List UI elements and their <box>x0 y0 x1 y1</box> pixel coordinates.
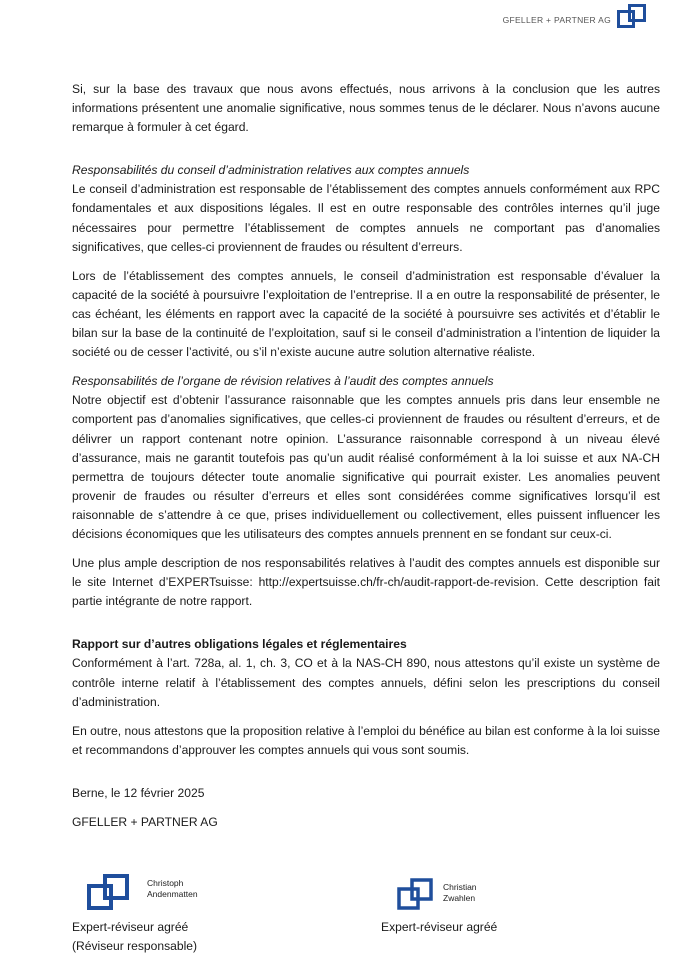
paragraph-internal-control: Conformément à l’art. 728a, al. 1, ch. 3, CO et à la NAS-CH 890, nous attestons qu’il existe un système de contrôle interne relatif à l’établissement des comptes annuels, défini selon les prescriptions du conseil d’administration. <box>72 656 660 709</box>
signer-last-name: Andenmatten <box>147 889 198 899</box>
signer-name <box>147 878 237 900</box>
gp-logo-icon <box>617 4 647 30</box>
firm-header-text: GFELLER + PARTNER AG <box>502 15 611 25</box>
signer-first-name: Christoph <box>147 878 184 888</box>
signer-role-note: (Réviseur responsable) <box>72 939 198 953</box>
place-date: Berne, le 12 février 2025 <box>72 785 205 800</box>
firm-signature-name: GFELLER + PARTNER AG <box>72 815 218 829</box>
gp-logo-icon <box>397 878 435 912</box>
signer-title: Expert-réviseur agréé <box>381 920 498 934</box>
paragraph-profit-appropriation: En outre, nous attestons que la proposition relative à l’emploi du bénéfice au bilan est conforme à la loi suisse et recommandons d’approuver les comptes annuels qui vous sont soumis. <box>72 723 660 757</box>
signer-role <box>72 918 197 956</box>
signer-title: Expert-réviseur agréé <box>72 920 189 934</box>
paragraph-board-responsibilities: Le conseil d’administration est responsable de l’établissement des comptes annuels conformément aux RPC fondamentales et aux dispositions légales. Il est en outre responsable des contrôles internes qu’il juge nécessaires pour permettre l’établissement de comptes annuels ne comportant pas d’anomalies significatives, que celles-ci proviennent de fraudes ou résultent d’erreurs. <box>72 182 660 254</box>
gp-logo-icon <box>87 874 131 912</box>
signer-first-name: Christian <box>443 882 477 892</box>
paragraph-going-concern: Lors de l’établissement des comptes annuels, le conseil d’administration est responsable d’évaluer la capacité de la société à poursuivre l’exploitation de l’entreprise. Il a en outre la responsabilité de présenter, le cas échéant, les éléments en rapport avec la capacité de la société à poursuivre ses activités et d’établir le bilan sur la base de la continuité de l’exploitation, sauf si le conseil d’administration a l’intention de liquider la société ou de cesser l’activité, ou s’il n’existe aucune autre solution alternative réaliste. <box>72 268 660 360</box>
signer-role <box>381 918 497 937</box>
subheading-auditor-responsibilities: Responsabilités de l’organe de révision relatives à l’audit des comptes annuels <box>72 374 494 389</box>
paragraph-audit-objective: Notre objectif est d’obtenir l’assurance raisonnable que les comptes annuels pris dans leur ensemble ne comportent pas d’anomalies significatives, que celles-ci proviennent de fraudes ou résultent d’erreurs, et de délivrer un rapport contenant notre opinion. L’assurance raisonnable correspond à un niveau élevé d’assurance, mais ne garantit toutefois pas qu’un audit réalisé conformément à la loi suisse et aux NA-CH permettra de toujours détecter toute anomalie significative qui pourrait exister. Les anomalies peuvent provenir de fraudes ou résulter d’erreurs et elles sont considérées comme significatives lorsqu’il est raisonnable de s’attendre à ce que, prises individuellement ou collectivement, elles puissent influencer les décisions économiques que les utilisateurs des comptes annuels prennent en se fondant sur ceux-ci. <box>72 393 660 541</box>
page-header <box>503 4 647 30</box>
paragraph-other-information: Si, sur la base des travaux que nous avons effectués, nous arrivons à la conclusion que les autres informations présentent une anomalie significative, nous sommes tenus de le déclarer. Nous n’avons aucune remarque à formuler à cet égard. <box>72 82 660 135</box>
report-body <box>72 80 660 832</box>
subheading-board-responsibilities: Responsabilités du conseil d’administration relatives aux comptes annuels <box>72 163 470 178</box>
section-title-other-obligations: Rapport sur d’autres obligations légales et réglementaires <box>72 637 407 652</box>
paragraph-expertsuisse-link: Une plus ample description de nos responsabilités relatives à l’audit des comptes annuels est disponible sur le site Internet d’EXPERTsuisse: http://expertsuisse.ch/fr-ch/audit-rapport-de-revision. Cette description fait partie intégrante de notre rapport. <box>72 556 660 609</box>
signer-name <box>443 882 523 904</box>
signer-last-name: Zwahlen <box>443 893 476 903</box>
